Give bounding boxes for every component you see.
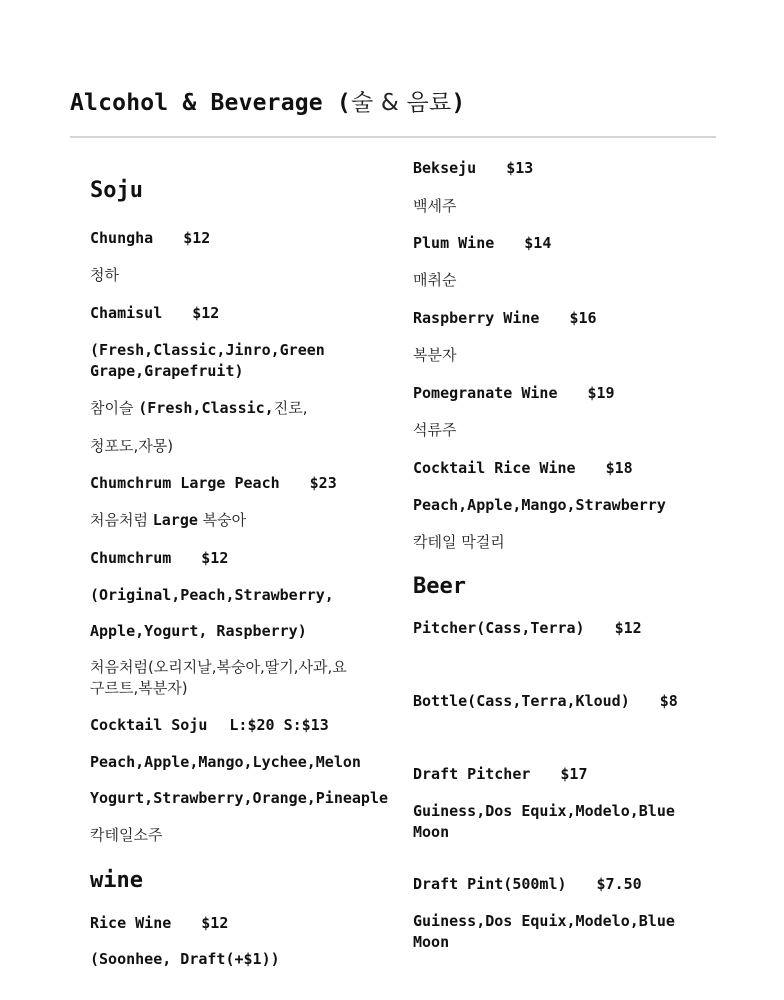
item-name: Cocktail Rice Wine (413, 459, 576, 477)
item-name: Chamisul (90, 304, 163, 322)
item-name: Chumchrum Large Peach (90, 474, 280, 492)
rice-wine-note: (Soonhee, Draft(+$1)) (90, 950, 280, 968)
item-name: Pomegranate Wine (413, 384, 558, 402)
draft-pint-item (413, 874, 713, 895)
item-name: Pitcher(Cass,Terra) (413, 619, 585, 637)
item-name: Bottle(Cass,Terra,Kloud) (413, 692, 630, 710)
item-price: $12 (192, 304, 220, 322)
item-price: $12 (201, 914, 229, 932)
chamisul-korean: 참이슬 (Fresh,Classic,진로, (90, 399, 308, 417)
item-name: Chumchrum (90, 549, 172, 567)
soju-heading: Soju (90, 178, 143, 203)
plum-wine-item (413, 233, 713, 254)
right-column (413, 158, 713, 953)
item-name: Cocktail Soju (90, 716, 208, 734)
chumchrum-korean: 처음처럼(오리지날,복숭아,딸기,사과,요구르트,복분자) (90, 658, 347, 697)
pitcher-item (413, 618, 713, 639)
page-title: Alcohol & Beverage (술 & 음료) (70, 90, 466, 116)
cocktail-rice-wine-flavors: Peach,Apple,Mango,Strawberry (413, 496, 666, 514)
item-price: $12 (183, 229, 211, 247)
raspberry-wine-item (413, 308, 713, 329)
item-price: $14 (524, 234, 552, 252)
chumchrum-flavors-1: (Original,Peach,Strawberry, (90, 586, 334, 604)
left-column (90, 178, 408, 970)
item-name: Draft Pitcher (413, 765, 531, 783)
draft-pitcher-item (413, 764, 713, 785)
chamisul-item (90, 303, 408, 324)
plum-wine-korean: 매취순 (413, 271, 457, 289)
item-price: L:$20 S:$13 (229, 716, 329, 734)
item-price: $17 (560, 765, 588, 783)
chumchrum-large-korean: 처음처럼 Large 복숭아 (90, 511, 247, 529)
beer-heading: Beer (413, 574, 466, 599)
pomegranate-wine-item (413, 383, 713, 404)
item-price: $18 (605, 459, 633, 477)
bottle-item (413, 691, 713, 712)
item-price: $12 (201, 549, 229, 567)
chamisul-korean-2: 청포도,자몽) (90, 437, 174, 455)
rice-wine-item (90, 913, 408, 934)
item-name: Raspberry Wine (413, 309, 540, 327)
bekseju-korean: 백세주 (413, 197, 457, 215)
chumchrum-item (90, 548, 408, 569)
draft-pitcher-brands: Guiness,Dos Equix,Modelo,Blue Moon (413, 802, 675, 841)
item-name: Rice Wine (90, 914, 172, 932)
item-price: $16 (569, 309, 597, 327)
cocktail-rice-wine-korean: 칵테일 막걸리 (413, 533, 505, 551)
chamisul-flavors: (Fresh,Classic,Jinro,Green Grape,Grapefruit) (90, 341, 325, 380)
cocktail-soju-korean: 칵테일소주 (90, 826, 163, 844)
item-price: $19 (587, 384, 615, 402)
raspberry-wine-korean: 복분자 (413, 346, 457, 364)
item-price: $8 (659, 692, 678, 710)
item-name: Bekseju (413, 159, 477, 177)
chumchrum-flavors-2: Apple,Yogurt, Raspberry) (90, 622, 307, 640)
item-price: $13 (506, 159, 534, 177)
item-price: $7.50 (596, 875, 642, 893)
chungha-item (90, 228, 408, 249)
cocktail-soju-flavors-2: Yogurt,Strawberry,Orange,Pineaple (90, 789, 389, 807)
chungha-korean: 청하 (90, 266, 119, 284)
cocktail-rice-wine-item (413, 458, 713, 479)
item-name: Draft Pint(500ml) (413, 875, 567, 893)
bekseju-item (413, 158, 713, 179)
cocktail-soju-flavors-1: Peach,Apple,Mango,Lychee,Melon (90, 753, 361, 771)
item-name: Plum Wine (413, 234, 495, 252)
item-price: $12 (614, 619, 642, 637)
wine-heading: wine (90, 868, 143, 893)
chumchrum-large-item (90, 473, 408, 494)
title-divider (70, 136, 716, 138)
item-name: Chungha (90, 229, 154, 247)
pomegranate-wine-korean: 석류주 (413, 421, 457, 439)
cocktail-soju-item (90, 715, 408, 736)
item-price: $23 (309, 474, 337, 492)
draft-pint-brands: Guiness,Dos Equix,Modelo,Blue Moon (413, 912, 675, 951)
